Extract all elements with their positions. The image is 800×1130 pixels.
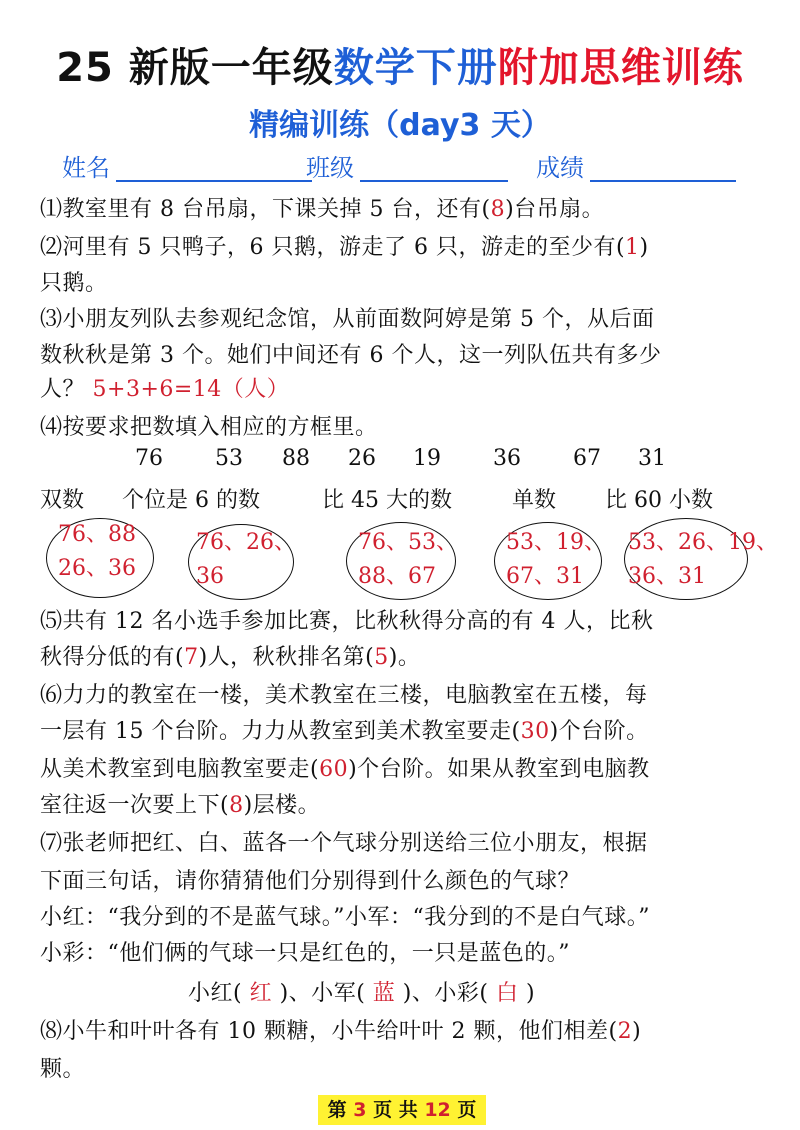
question-3-line-2: 数秋秋是第 3 个。她们中间还有 6 个人，这一列队伍共有多少 [40, 343, 662, 368]
question-5: ⑸共有 12 名小选手参加比赛，比秋秋得分高的有 4 人，比秋 [40, 609, 654, 634]
question-2-line-2: 只鹅。 [40, 271, 108, 296]
category-label: 单数 [512, 488, 557, 513]
question-8: ⑻小牛和叶叶各有 10 颗糖，小牛给叶叶 2 颗，他们相差(2) [40, 1019, 642, 1044]
answer-6b: 60 [319, 757, 349, 782]
number-item: 19 [413, 446, 441, 471]
number-item: 36 [493, 446, 521, 471]
number-item: 67 [573, 446, 601, 471]
class-field[interactable] [360, 180, 508, 182]
ellipse-text: 76、88 26、36 [58, 522, 136, 581]
question-3: ⑶小朋友列队去参观纪念馆，从前面数阿婷是第 5 个，从后面 [40, 307, 655, 332]
question-7-line-4: 小彩：“他们俩的气球一只是红色的，一只是蓝色的。” [40, 941, 570, 966]
total-pages: 12 [424, 1099, 451, 1121]
student-info-row [62, 148, 762, 184]
answer-6c: 8 [229, 793, 244, 818]
answer-8: 2 [617, 1019, 633, 1044]
ellipse-text: 76、53、 88、67 [358, 530, 458, 589]
name-label: 姓名 [62, 154, 110, 182]
category-label: 比 60 小数 [605, 488, 713, 513]
answer-6a: 30 [520, 719, 550, 744]
answer-3: 5+3+6=14（人） [92, 377, 290, 402]
page-title [0, 36, 800, 93]
score-label: 成绩 [536, 154, 584, 182]
number-item: 76 [135, 446, 163, 471]
answer-1: 8 [490, 197, 506, 222]
question-2: ⑵河里有 5 只鸭子，6 只鹅，游走了 6 只，游走的至少有(1) [40, 235, 649, 260]
ellipse-text: 53、19、 67、31 [506, 530, 606, 589]
title-black: 25 新版一年级 [56, 45, 334, 91]
question-6: ⑹力力的教室在一楼，美术教室在三楼，电脑教室在五楼，每 [40, 683, 648, 708]
answer-7a: 红 [249, 981, 273, 1006]
current-page: 3 [353, 1099, 367, 1121]
question-6-line-4: 室往返一次要上下(8)层楼。 [40, 793, 321, 818]
answer-5b: 5 [374, 645, 389, 670]
subtitle: 精编训练（day3 天） [249, 108, 551, 143]
score-field[interactable] [590, 180, 736, 182]
class-label: 班级 [306, 154, 354, 182]
question-7-line-3: 小红：“我分到的不是蓝气球。”小军：“我分到的不是白气球。” [40, 905, 650, 930]
question-6-line-2: 一层有 15 个台阶。力力从教室到美术教室要走(30)个台阶。 [40, 719, 649, 744]
question-8-line-2: 颗。 [40, 1057, 86, 1082]
ellipse-text: 76、26、 36 [196, 530, 296, 589]
category-label: 比 45 大的数 [322, 488, 452, 513]
number-item: 26 [348, 446, 376, 471]
answer-7b: 蓝 [372, 981, 396, 1006]
question-7-answer-row: 小红( 红 )、小军( 蓝 )、小彩( 白 ) [188, 981, 536, 1006]
question-7-line-2: 下面三句话，请你猜猜他们分别得到什么颜色的气球？ [40, 869, 581, 894]
number-item: 88 [282, 446, 310, 471]
question-4: ⑷按要求把数填入相应的方框里。 [40, 415, 378, 440]
question-6-line-3: 从美术教室到电脑教室要走(60)个台阶。如果从教室到电脑教 [40, 757, 650, 782]
title-blue: 数学下册 [333, 45, 498, 91]
page-number-badge: 第 3 页 共 12 页 [318, 1095, 486, 1125]
ellipse-text: 53、26、19、 36、31 [628, 530, 778, 589]
answer-5a: 7 [184, 645, 199, 670]
question-5-line-2: 秋得分低的有(7)人，秋秋排名第(5)。 [40, 645, 421, 670]
answer-2: 1 [625, 235, 640, 260]
number-item: 53 [215, 446, 243, 471]
question-1: ⑴教室里有 8 台吊扇，下课关掉 5 台，还有(8)台吊扇。 [40, 197, 605, 222]
question-7: ⑺张老师把红、白、蓝各一个气球分别送给三位小朋友，根据 [40, 831, 648, 856]
answer-7c: 白 [495, 981, 519, 1006]
number-item: 31 [638, 446, 666, 471]
title-red: 附加思维训练 [497, 45, 744, 91]
question-3-line-3: 人？ 5+3+6=14（人） [40, 377, 290, 402]
category-label: 双数 [40, 488, 85, 513]
name-field[interactable] [116, 180, 312, 182]
category-label: 个位是 6 的数 [122, 488, 260, 513]
